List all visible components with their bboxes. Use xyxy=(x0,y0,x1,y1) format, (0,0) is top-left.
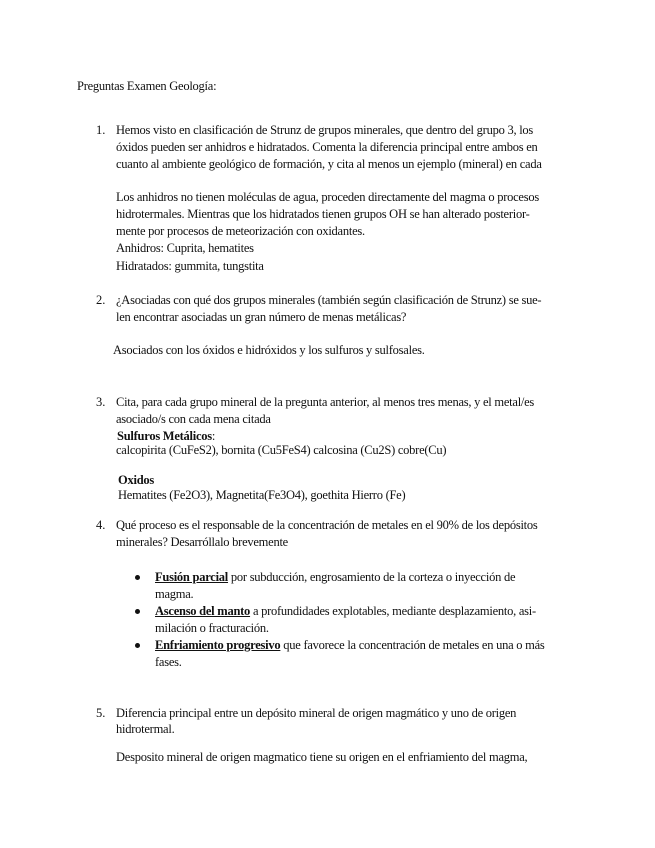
bullet-icon xyxy=(135,609,140,614)
q5-line: Diferencia principal entre un depósito mineral de origen magmático y uno de origen xyxy=(116,706,517,720)
bullet-icon xyxy=(135,643,140,648)
q1-line: Hemos visto en clasificación de Strunz de grupos minerales, que dentro del grupo 3, los xyxy=(116,123,534,137)
q2-answer: Asociados con los óxidos e hidróxidos y los sulfuros y sulfosales. xyxy=(113,343,425,357)
bullet-text: que favorece la concentración de metales en una o más xyxy=(280,638,545,652)
q3-line: Cita, para cada grupo mineral de la pregunta anterior, al menos tres menas, y el metal/es xyxy=(116,395,535,409)
q4-number: 4. xyxy=(96,518,106,532)
sulfuros-title: Sulfuros Metálicos xyxy=(117,429,212,443)
q3-sulfuros-line: calcopirita (CuFeS2), bornita (Cu5FeS4) calcosina (Cu2S) cobre(Cu) xyxy=(116,443,447,457)
q1-answer-line: mente por procesos de meteorización con oxidantes. xyxy=(116,224,365,238)
q1-line: cuanto al ambiente geológico de formación, y cita al menos un ejemplo (mineral) en cada xyxy=(116,157,542,171)
q1-hidratados: Hidratados: gummita, tungstita xyxy=(116,259,264,273)
q4-bullet-item xyxy=(155,637,545,655)
q1-anhidros: Anhidros: Cuprita, hematites xyxy=(116,241,254,255)
q3-line: asociado/s con cada mena citada xyxy=(116,412,271,426)
bullet-text: por subducción, engrosamiento de la corteza o inyección de xyxy=(228,570,516,584)
sulfuros-colon: : xyxy=(211,429,216,443)
q5-answer: Desposito mineral de origen magmatico tiene su origen en el enfriamiento del magma, xyxy=(116,750,528,764)
q4-bullet-item xyxy=(155,603,536,621)
q2-number: 2. xyxy=(96,293,106,307)
q3-oxidos-heading: Oxidos xyxy=(118,473,155,487)
bullet-continuation: milación o fracturación. xyxy=(155,621,269,635)
q1-answer-line: hidrotermales. Mientras que los hidratados tienen grupos OH se han alterado posterior- xyxy=(116,207,530,221)
q3-number: 3. xyxy=(96,395,106,409)
bullet-text: a profundidades explotables, mediante desplazamiento, asi- xyxy=(250,604,536,618)
bullet-continuation: magma. xyxy=(155,587,194,601)
q1-number: 1. xyxy=(96,123,106,137)
document-title: Preguntas Examen Geología: xyxy=(77,79,217,93)
q5-line: hidrotermal. xyxy=(116,722,175,736)
q3-oxidos-line: Hematites (Fe2O3), Magnetita(Fe3O4), goethita Hierro (Fe) xyxy=(118,488,406,502)
q2-line: ¿Asociadas con qué dos grupos minerales (también según clasificación de Strunz) se sue- xyxy=(116,293,542,307)
q4-line: Qué proceso es el responsable de la concentración de metales en el 90% de los depósitos xyxy=(116,518,538,532)
bullet-term: Fusión parcial xyxy=(155,570,229,584)
q1-answer-line: Los anhidros no tienen moléculas de agua, proceden directamente del magma o procesos xyxy=(116,190,539,204)
bullet-term: Enfriamiento progresivo xyxy=(155,638,281,652)
q5-number: 5. xyxy=(96,706,106,720)
bullet-term: Ascenso del manto xyxy=(155,604,251,618)
q1-line: óxidos pueden ser anhidros e hidratados. Comenta la diferencia principal entre ambos en xyxy=(116,140,538,154)
q4-line: minerales? Desarróllalo brevemente xyxy=(116,535,288,549)
q4-bullet-item xyxy=(155,569,515,587)
q2-line: len encontrar asociadas un gran número de menas metálicas? xyxy=(116,310,407,324)
bullet-icon xyxy=(135,575,140,580)
bullet-continuation: fases. xyxy=(155,655,182,669)
